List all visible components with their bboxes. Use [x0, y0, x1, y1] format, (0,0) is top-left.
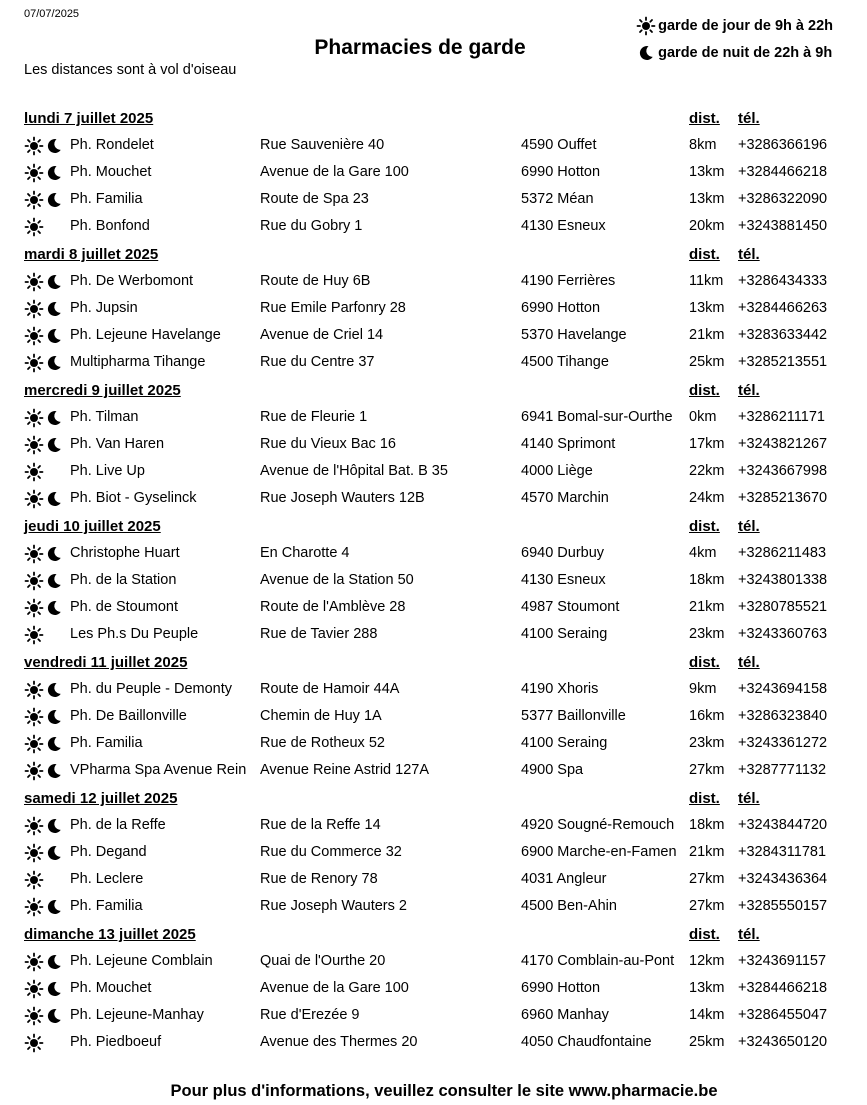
pharmacy-city: 4987 Stoumont [521, 599, 620, 615]
pharmacy-city: 4170 Comblain-au-Pont [521, 953, 675, 969]
dist-column-header: dist. [689, 246, 720, 263]
pharmacy-phone: +3243667998 [738, 463, 828, 479]
sun-icon [24, 136, 44, 156]
moon-icon [44, 163, 64, 183]
pharmacy-phone: +3243801338 [738, 572, 828, 588]
moon-icon [44, 843, 64, 863]
shift-icons [24, 272, 68, 294]
day-title: dimanche 13 juillet 2025 [24, 926, 196, 943]
tel-column-header: tél. [738, 926, 760, 943]
pharmacy-name: Ph. Familia [70, 191, 143, 207]
pharmacy-street: Avenue Reine Astrid 127A [260, 762, 430, 778]
pharmacy-street: Avenue de la Gare 100 [260, 980, 409, 996]
pharmacy-row [24, 214, 844, 241]
moon-icon [44, 680, 64, 700]
shift-icons [24, 761, 68, 783]
moon-icon [44, 761, 64, 781]
pharmacy-street: Chemin de Huy 1A [260, 708, 382, 724]
pharmacy-phone: +3287771132 [738, 762, 827, 778]
pharmacy-row [24, 731, 844, 758]
sun-icon [24, 353, 44, 373]
day-title: vendredi 11 juillet 2025 [24, 654, 188, 671]
day-header [24, 377, 844, 405]
pharmacy-row [24, 704, 844, 731]
print-date: 07/07/2025 [24, 8, 80, 20]
shift-icons [24, 435, 68, 457]
pharmacy-row [24, 840, 844, 867]
pharmacy-city: 4500 Tihange [521, 354, 609, 370]
moon-icon [44, 598, 64, 618]
pharmacy-name: Ph. Lejeune Comblain [70, 953, 213, 969]
pharmacy-city: 4100 Seraing [521, 735, 608, 751]
day-section [24, 377, 844, 513]
pharmacy-phone: +3243881450 [738, 218, 828, 234]
shift-icons [24, 734, 68, 756]
pharmacy-city: 4000 Liège [521, 463, 593, 479]
pharmacy-phone: +3285213551 [738, 354, 828, 370]
pharmacy-street: Rue Joseph Wauters 12B [260, 490, 425, 506]
pharmacy-distance: 8km [689, 137, 717, 153]
pharmacy-name: Ph. Live Up [70, 463, 145, 479]
pharmacy-row [24, 269, 844, 296]
pharmacy-street: Rue du Gobry 1 [260, 218, 363, 234]
pharmacy-phone: +3283633442 [738, 327, 828, 343]
pharmacy-street: En Charotte 4 [260, 545, 350, 561]
pharmacy-street: Rue Emile Parfonry 28 [260, 300, 406, 316]
pharmacy-row [24, 949, 844, 976]
pharmacy-street: Rue du Commerce 32 [260, 844, 402, 860]
sun-icon [24, 462, 44, 482]
pharmacy-phone: +3286211171 [738, 409, 825, 425]
pharmacy-street: Rue du Centre 37 [260, 354, 375, 370]
shift-icons [24, 625, 68, 647]
sun-icon [24, 190, 44, 210]
shift-icons [24, 1006, 68, 1028]
shift-icons [24, 489, 68, 511]
pharmacy-phone: +3286211483 [738, 545, 827, 561]
pharmacy-distance: 23km [689, 626, 725, 642]
pharmacy-city: 4900 Spa [521, 762, 584, 778]
shift-icons [24, 897, 68, 919]
pharmacy-distance: 0km [689, 409, 717, 425]
pharmacy-row [24, 432, 844, 459]
shift-icons [24, 870, 68, 892]
pharmacy-row [24, 1003, 844, 1030]
sun-icon [24, 952, 44, 972]
sun-icon [24, 870, 44, 890]
dist-column-header: dist. [689, 110, 720, 127]
day-section [24, 105, 844, 241]
sun-icon [24, 217, 44, 237]
pharmacy-city: 5377 Baillonville [521, 708, 626, 724]
moon-icon [44, 544, 64, 564]
pharmacy-street: Rue de Fleurie 1 [260, 409, 368, 425]
pharmacy-street: Avenue de la Gare 100 [260, 164, 409, 180]
pharmacy-name: Ph. Lejeune-Manhay [70, 1007, 204, 1023]
pharmacy-row [24, 813, 844, 840]
moon-icon [44, 952, 64, 972]
shift-icons [24, 680, 68, 702]
pharmacy-street: Rue d'Erezée 9 [260, 1007, 360, 1023]
pharmacy-distance: 14km [689, 1007, 725, 1023]
shift-icons [24, 163, 68, 185]
pharmacy-city: 6941 Bomal-sur-Ourthe [521, 409, 673, 425]
pharmacy-city: 4920 Sougné-Remouch [521, 817, 675, 833]
sun-icon [24, 734, 44, 754]
pharmacy-phone: +3285213670 [738, 490, 828, 506]
dist-column-header: dist. [689, 790, 720, 807]
pharmacy-name: Ph. Rondelet [70, 137, 154, 153]
legend-day-text: garde de jour de 9h à 22h [658, 17, 833, 34]
pharmacy-distance: 18km [689, 572, 725, 588]
dist-column-header: dist. [689, 518, 720, 535]
pharmacy-phone: +3285550157 [738, 898, 828, 914]
pharmacy-city: 6960 Manhay [521, 1007, 609, 1023]
pharmacy-city: 5372 Méan [521, 191, 594, 207]
pharmacy-row [24, 405, 844, 432]
moon-icon [44, 489, 64, 509]
sun-icon [24, 625, 44, 645]
pharmacy-phone: +3286434333 [738, 273, 828, 289]
shift-icons [24, 190, 68, 212]
moon-icon [44, 571, 64, 591]
pharmacy-city: 4570 Marchin [521, 490, 609, 506]
pharmacy-street: Avenue des Thermes 20 [260, 1034, 418, 1050]
day-title: mercredi 9 juillet 2025 [24, 382, 181, 399]
sun-icon [24, 408, 44, 428]
pharmacy-row [24, 486, 844, 513]
moon-icon [44, 897, 64, 917]
pharmacy-distance: 21km [689, 844, 725, 860]
pharmacy-distance: 20km [689, 218, 725, 234]
pharmacy-name: Ph. Bonfond [70, 218, 150, 234]
pharmacy-distance: 13km [689, 164, 725, 180]
footer-info: Pour plus d'informations, veuillez consulter le site www.pharmacie.be [170, 1082, 718, 1100]
sun-icon [24, 326, 44, 346]
shift-icons [24, 353, 68, 375]
day-header [24, 649, 844, 677]
pharmacy-phone: +3243436364 [738, 871, 828, 887]
pharmacy-name: Christophe Huart [70, 545, 180, 561]
shift-icons [24, 299, 68, 321]
pharmacy-distance: 13km [689, 191, 725, 207]
pharmacy-city: 4050 Chaudfontaine [521, 1034, 652, 1050]
sun-icon [24, 897, 44, 917]
pharmacy-distance: 23km [689, 735, 725, 751]
pharmacy-row [24, 296, 844, 323]
tel-column-header: tél. [738, 654, 760, 671]
pharmacy-phone: +3286322090 [738, 191, 828, 207]
tel-column-header: tél. [738, 382, 760, 399]
dist-column-header: dist. [689, 382, 720, 399]
pharmacy-phone: +3280785521 [738, 599, 828, 615]
pharmacy-city: 4190 Ferrières [521, 273, 616, 289]
moon-icon [44, 979, 64, 999]
day-header [24, 105, 844, 133]
sun-icon [24, 1033, 44, 1053]
tel-column-header: tél. [738, 110, 760, 127]
pharmacy-distance: 12km [689, 953, 725, 969]
pharmacy-street: Quai de l'Ourthe 20 [260, 953, 386, 969]
page-title: Pharmacies de garde [314, 36, 526, 59]
sun-icon [24, 680, 44, 700]
pharmacy-row [24, 568, 844, 595]
pharmacy-street: Route de Huy 6B [260, 273, 371, 289]
pharmacy-name: Ph. de Stoumont [70, 599, 179, 615]
sun-icon [24, 299, 44, 319]
sun-icon [24, 816, 44, 836]
pharmacy-city: 4190 Xhoris [521, 681, 599, 697]
sun-icon [24, 544, 44, 564]
day-section [24, 241, 844, 377]
pharmacy-phone: +3284466218 [738, 980, 828, 996]
pharmacy-street: Rue Joseph Wauters 2 [260, 898, 407, 914]
pharmacy-street: Route de Spa 23 [260, 191, 369, 207]
sun-icon [24, 979, 44, 999]
pharmacy-name: Ph. Tilman [70, 409, 139, 425]
day-section [24, 921, 844, 1057]
moon-icon [44, 1006, 64, 1026]
shift-icons [24, 462, 68, 484]
pharmacy-row [24, 350, 844, 377]
day-title: samedi 12 juillet 2025 [24, 790, 178, 807]
moon-icon [44, 299, 64, 319]
day-section [24, 513, 844, 649]
pharmacy-row [24, 867, 844, 894]
day-header [24, 241, 844, 269]
shift-icons [24, 408, 68, 430]
pharmacy-row [24, 677, 844, 704]
legend-night-text: garde de nuit de 22h à 9h [658, 44, 833, 61]
pharmacy-city: 6990 Hotton [521, 980, 601, 996]
pharmacy-city: 4031 Angleur [521, 871, 607, 887]
pharmacy-street: Avenue de la Station 50 [260, 572, 414, 588]
pharmacy-name: VPharma Spa Avenue Rein [70, 762, 247, 778]
pharmacy-street: Route de l'Amblève 28 [260, 599, 406, 615]
pharmacy-distance: 24km [689, 490, 725, 506]
sun-icon [24, 598, 44, 618]
pharmacy-name: Ph. De Baillonville [70, 708, 187, 724]
pharmacy-distance: 21km [689, 599, 725, 615]
pharmacy-distance: 11km [689, 273, 724, 289]
shift-icons [24, 952, 68, 974]
sun-icon [636, 16, 656, 36]
shift-icons [24, 843, 68, 865]
pharmacy-distance: 21km [689, 327, 725, 343]
pharmacy-row [24, 1030, 844, 1057]
sun-icon [24, 761, 44, 781]
pharmacy-name: Ph. Familia [70, 898, 143, 914]
pharmacy-distance: 27km [689, 762, 725, 778]
pharmacy-name: Ph. Mouchet [70, 164, 152, 180]
shift-icons [24, 217, 68, 239]
pharmacy-street: Rue Sauvenière 40 [260, 137, 385, 153]
pharmacy-row [24, 541, 844, 568]
pharmacy-phone: +3243650120 [738, 1034, 828, 1050]
pharmacy-phone: +3243691157 [738, 953, 827, 969]
pharmacy-phone: +3243694158 [738, 681, 828, 697]
pharmacy-name: Multipharma Tihange [70, 354, 206, 370]
legend-day [636, 12, 833, 39]
pharmacy-distance: 22km [689, 463, 725, 479]
pharmacy-street: Rue de Rotheux 52 [260, 735, 385, 751]
pharmacy-distance: 25km [689, 1034, 725, 1050]
pharmacy-city: 6990 Hotton [521, 300, 601, 316]
pharmacy-street: Rue de Tavier 288 [260, 626, 378, 642]
shift-icons [24, 1033, 68, 1055]
moon-icon [44, 272, 64, 292]
shift-icons [24, 326, 68, 348]
pharmacy-distance: 4km [689, 545, 717, 561]
moon-icon [44, 326, 64, 346]
shift-icons [24, 136, 68, 158]
pharmacy-phone: +3286366196 [738, 137, 828, 153]
pharmacy-city: 6990 Hotton [521, 164, 601, 180]
pharmacy-distance: 9km [689, 681, 717, 697]
pharmacy-phone: +3243361272 [738, 735, 828, 751]
pharmacy-name: Ph. De Werbomont [70, 273, 194, 289]
pharmacy-street: Rue du Vieux Bac 16 [260, 436, 396, 452]
pharmacy-name: Ph. Degand [70, 844, 147, 860]
day-header [24, 513, 844, 541]
pharmacy-name: Ph. Piedboeuf [70, 1034, 162, 1050]
pharmacy-street: Avenue de Criel 14 [260, 327, 384, 343]
pharmacy-distance: 27km [689, 898, 725, 914]
tel-column-header: tél. [738, 246, 760, 263]
pharmacy-name: Ph. du Peuple - Demonty [70, 681, 233, 697]
pharmacy-row [24, 459, 844, 486]
day-header [24, 921, 844, 949]
pharmacy-city: 4140 Sprimont [521, 436, 616, 452]
pharmacy-name: Ph. de la Station [70, 572, 177, 588]
shift-icons [24, 979, 68, 1001]
pharmacy-distance: 25km [689, 354, 725, 370]
pharmacy-city: 5370 Havelange [521, 327, 627, 343]
moon-icon [44, 707, 64, 727]
pharmacy-street: Rue de Renory 78 [260, 871, 378, 887]
moon-icon [44, 435, 64, 455]
tel-column-header: tél. [738, 518, 760, 535]
pharmacy-row [24, 976, 844, 1003]
pharmacy-distance: 13km [689, 980, 725, 996]
shift-icons [24, 707, 68, 729]
shift-icons [24, 571, 68, 593]
pharmacy-city: 4500 Ben-Ahin [521, 898, 617, 914]
sun-icon [24, 707, 44, 727]
pharmacy-row [24, 160, 844, 187]
pharmacy-phone: +3243360763 [738, 626, 828, 642]
pharmacy-row [24, 133, 844, 160]
dist-column-header: dist. [689, 926, 720, 943]
pharmacy-row [24, 323, 844, 350]
pharmacy-phone: +3284466263 [738, 300, 828, 316]
sun-icon [24, 1006, 44, 1026]
pharmacy-row [24, 894, 844, 921]
tel-column-header: tél. [738, 790, 760, 807]
pharmacy-name: Ph. Jupsin [70, 300, 138, 316]
pharmacy-phone: +3243844720 [738, 817, 828, 833]
sun-icon [24, 843, 44, 863]
pharmacy-row [24, 595, 844, 622]
pharmacy-city: 4590 Ouffet [521, 137, 597, 153]
dist-column-header: dist. [689, 654, 720, 671]
pharmacy-street: Avenue de l'Hôpital Bat. B 35 [260, 463, 448, 479]
pharmacy-name: Ph. Biot - Gyselinck [70, 490, 197, 506]
pharmacy-name: Ph. Mouchet [70, 980, 152, 996]
moon-icon [44, 408, 64, 428]
day-title: mardi 8 juillet 2025 [24, 246, 159, 263]
day-title: lundi 7 juillet 2025 [24, 110, 154, 127]
pharmacy-phone: +3286323840 [738, 708, 828, 724]
pharmacy-distance: 17km [689, 436, 725, 452]
legend-night [636, 39, 833, 66]
pharmacy-city: 4130 Esneux [521, 572, 606, 588]
distance-note: Les distances sont à vol d'oiseau [24, 62, 237, 78]
sun-icon [24, 272, 44, 292]
pharmacy-phone: +3284311781 [738, 844, 827, 860]
pharmacy-row [24, 187, 844, 214]
pharmacy-city: 4100 Seraing [521, 626, 608, 642]
pharmacy-phone: +3284466218 [738, 164, 828, 180]
day-title: jeudi 10 juillet 2025 [24, 518, 161, 535]
day-section [24, 649, 844, 785]
pharmacy-distance: 27km [689, 871, 725, 887]
sun-icon [24, 571, 44, 591]
moon-icon [636, 43, 656, 63]
pharmacy-street: Route de Hamoir 44A [260, 681, 400, 697]
pharmacy-name: Ph. Leclere [70, 871, 144, 887]
pharmacy-name: Ph. Familia [70, 735, 143, 751]
pharmacy-name: Ph. Van Haren [70, 436, 165, 452]
pharmacy-name: Ph. de la Reffe [70, 817, 166, 833]
sun-icon [24, 489, 44, 509]
pharmacy-city: 4130 Esneux [521, 218, 606, 234]
pharmacy-row [24, 622, 844, 649]
moon-icon [44, 353, 64, 373]
shift-icons [24, 598, 68, 620]
day-section [24, 785, 844, 921]
pharmacy-street: Rue de la Reffe 14 [260, 817, 381, 833]
pharmacy-name: Ph. Lejeune Havelange [70, 327, 221, 343]
legend [636, 12, 833, 66]
moon-icon [44, 136, 64, 156]
pharmacy-distance: 16km [689, 708, 725, 724]
pharmacy-phone: +3286455047 [738, 1007, 828, 1023]
pharmacy-city: 6940 Durbuy [521, 545, 605, 561]
schedule-table [24, 105, 844, 1057]
sun-icon [24, 163, 44, 183]
pharmacy-distance: 18km [689, 817, 725, 833]
day-header [24, 785, 844, 813]
sun-icon [24, 435, 44, 455]
pharmacy-distance: 13km [689, 300, 725, 316]
moon-icon [44, 190, 64, 210]
pharmacy-name: Les Ph.s Du Peuple [70, 626, 199, 642]
pharmacy-row [24, 758, 844, 785]
shift-icons [24, 816, 68, 838]
moon-icon [44, 816, 64, 836]
moon-icon [44, 734, 64, 754]
pharmacy-city: 6900 Marche-en-Famen [521, 844, 677, 860]
shift-icons [24, 544, 68, 566]
pharmacy-phone: +3243821267 [738, 436, 828, 452]
